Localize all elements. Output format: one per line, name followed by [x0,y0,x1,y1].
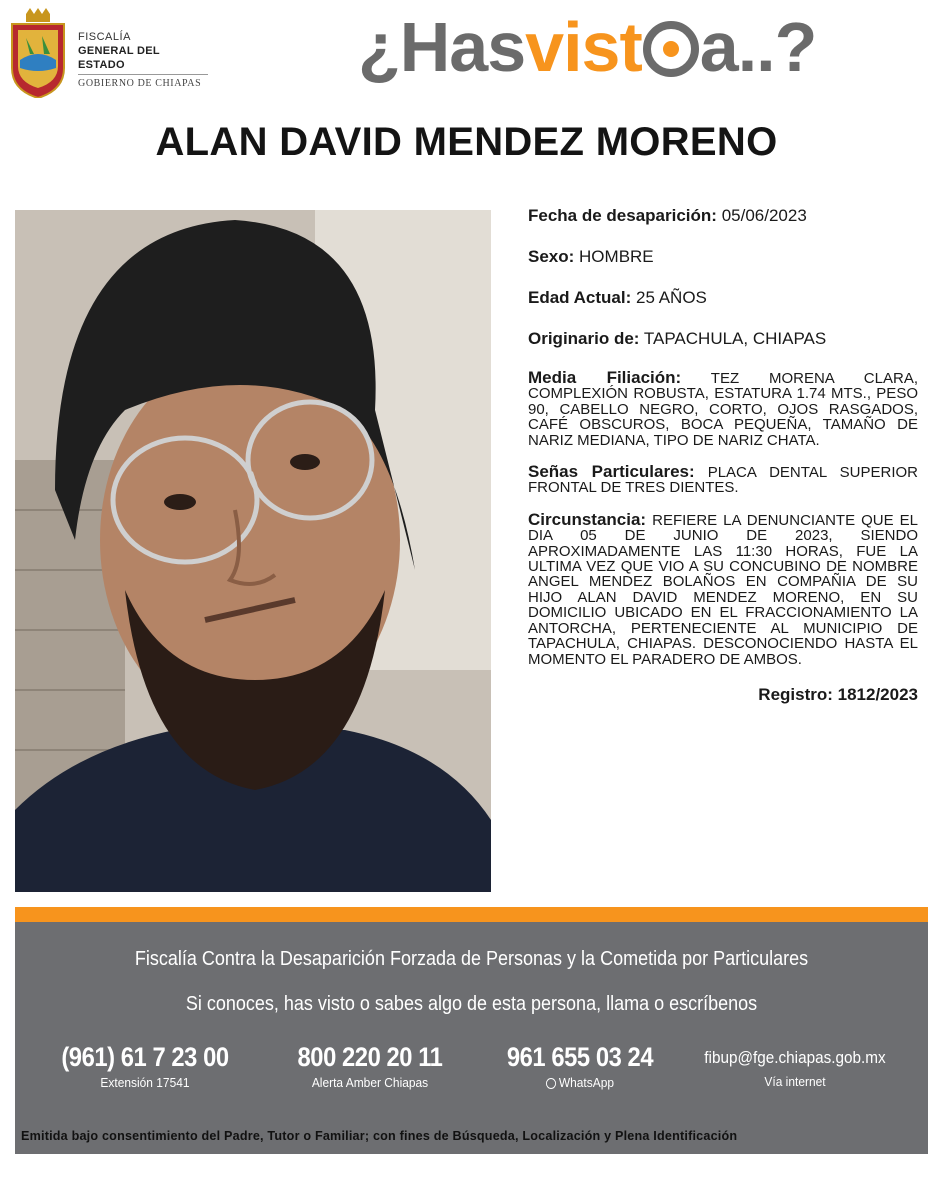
person-name: ALAN DAVID MENDEZ MORENO [155,120,778,164]
agency-name [78,30,208,91]
contact-whatsapp-note: WhatsApp [558,1075,615,1090]
contact-whatsapp-value[interactable]: 961 655 03 24 [506,1042,654,1072]
whatsapp-icon [546,1078,556,1089]
agency-line2: GENERAL DEL ESTADO [78,44,208,75]
contact-email-note: Vía internet [764,1074,826,1089]
fecha-value: 05/06/2023 [721,206,807,225]
registro-number: Registro: 1812/2023 [758,684,918,704]
origen-label: Originario de: [528,329,640,348]
campaign-headline [358,2,928,92]
senas-label: Señas Particulares: [528,462,695,482]
filiacion-value: TEZ MORENA CLARA, COMPLEXIÓN ROBUSTA, ESTATURA 1.74 MTS., PESO 90, CABELLO NEGRO, CORTO, OJOS RASGADOS, CAFÉ OBSCUROS, BOCA PEQUEÑA, TAMAÑO DE NARIZ MEDIANA, TIPO DE NARIZ CHATA. [528,370,918,449]
footer-disclaimer: Emitida bajo consentimiento del Padre, Tutor o Familiar; con fines de Búsqueda, Localización y Plena Identificación [21,1129,738,1143]
headline-part1: ¿Has [358,8,526,86]
detail-senas [528,464,918,496]
detail-fecha [528,206,918,226]
edad-value: 25 AÑOS [636,288,707,307]
contact-phone-2-value[interactable]: 800 220 20 11 [297,1042,443,1072]
eye-icon [643,21,699,77]
headline-part3: a..? [699,8,817,86]
footer-call-to-action: Si conoces, has visto o sabes algo de esta persona, llama o escríbenos [185,993,758,1015]
contact-phone-2 [270,1042,470,1090]
person-photo [15,210,491,892]
headline-part2: vist [525,8,642,86]
senas-value: PLACA DENTAL SUPERIOR FRONTAL DE TRES DIENTES. [528,464,918,497]
contact-footer [15,922,928,1154]
detail-origen [528,329,918,349]
agency-line1: FISCALÍA [78,31,131,43]
contact-phone-2-note: Alerta Amber Chiapas [311,1075,429,1090]
agency-line3: GOBIERNO DE CHIAPAS [78,78,202,89]
contact-whatsapp-note-wrap [488,1075,672,1090]
agency-logo [8,8,208,98]
person-details [528,206,918,705]
sexo-value: HOMBRE [579,247,654,266]
detail-circunstancia [528,509,918,668]
person-photo-illustration [15,210,491,892]
contact-phone-1 [35,1042,255,1090]
contact-phone-1-value[interactable]: (961) 61 7 23 00 [61,1042,229,1072]
detail-edad [528,288,918,308]
circ-label: Circunstancia: [528,509,647,529]
filiacion-label: Media Filiación: [528,368,682,387]
accent-bar [15,907,928,922]
edad-label: Edad Actual: [528,288,632,307]
sexo-label: Sexo: [528,247,575,266]
footer-agency-line: Fiscalía Contra la Desaparición Forzada de Personas y la Cometida por Particulares [134,948,809,970]
contact-phone-1-note: Extensión 17541 [100,1075,190,1090]
circ-value: REFIERE LA DENUNCIANTE QUE EL DIA 05 DE JUNIO DE 2023, SIENDO APROXIMADAMENTE LAS 11:30 HORAS, FUE LA ULTIMA VEZ QUE VIO A SU CONCUBINO DE NOMBRE ANGEL MENDEZ BOLAÑOS EN COMPAÑIA DE SU HIJO ALAN DAVID MENDEZ MORENO, EN SU DOMICILIO UBICADO EN EL FRACCIONAMIENTO LA ANTORCHA, PERTENECIENTE AL MUNICIPIO DE TAPACHULA, CHIAPAS. DESCONOCIENDO HASTA EL MOMENTO EL PARADERO DE AMBOS. [528,511,918,668]
chiapas-crest-icon [8,8,68,98]
fecha-label: Fecha de desaparición: [528,206,717,225]
contact-whatsapp [480,1042,680,1090]
contact-email [680,1042,910,1089]
contact-email-value[interactable]: fibup@fge.chiapas.gob.mx [704,1048,886,1067]
detail-sexo [528,247,918,267]
origen-value: TAPACHULA, CHIAPAS [643,329,827,348]
detail-filiacion [528,370,918,448]
